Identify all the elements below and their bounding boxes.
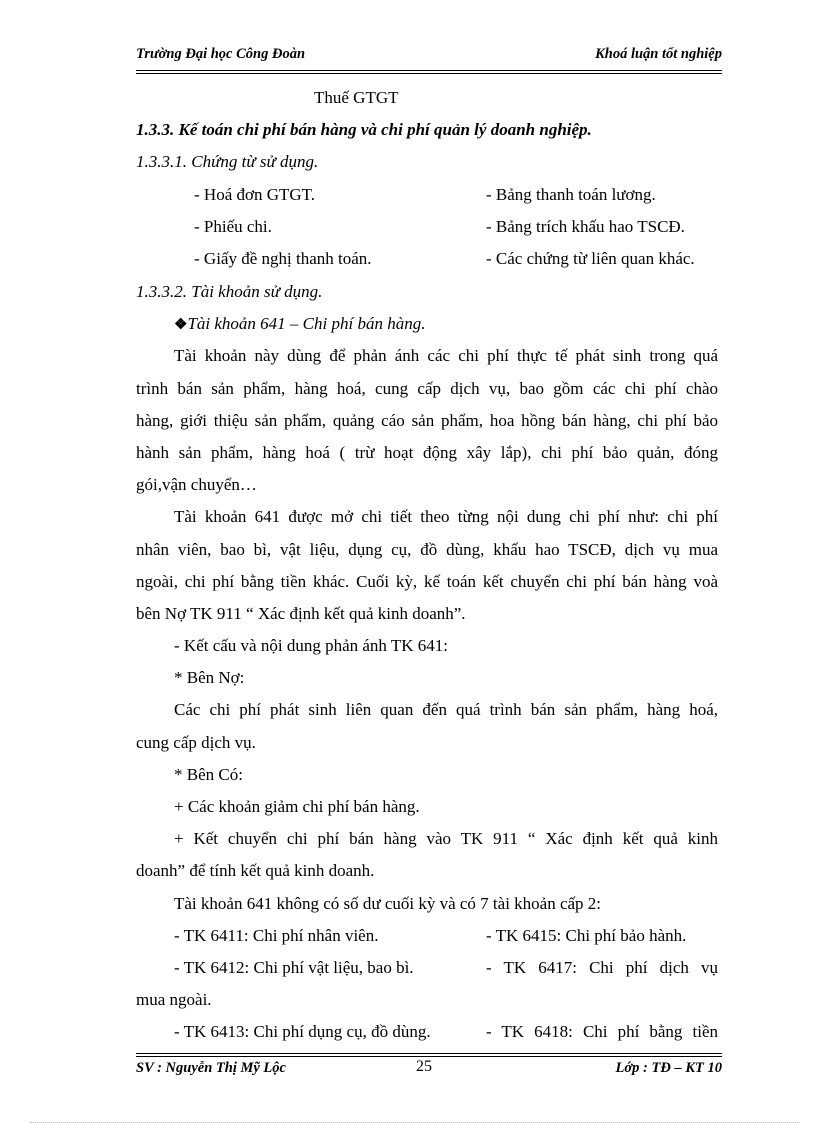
sub-account-item: - TK 6415: Chi phí bảo hành. xyxy=(486,926,687,945)
sub-account-item: - TK 6411: Chi phí nhân viên. xyxy=(174,926,379,945)
paragraph-line: gói,vận chuyển… xyxy=(136,475,257,494)
sub-account-item: - TK 6417: Chi phí dịch vụ xyxy=(486,958,718,977)
subsection-1-title: 1.3.3.1. Chứng từ sử dụng. xyxy=(136,152,319,171)
doc-item: - Hoá đơn GTGT. xyxy=(194,185,316,204)
vat-line: Thuế GTGT xyxy=(314,88,399,107)
page-footer xyxy=(136,1060,722,1084)
debit-label: * Bên Nợ: xyxy=(174,668,245,687)
section-title: 1.3.3. Kế toán chi phí bán hàng và chi phí quản lý doanh nghiệp. xyxy=(136,120,592,139)
paragraph-line: bên Nợ TK 911 “ Xác định kết quả kinh doanh”. xyxy=(136,604,466,623)
diamond-bullet-icon: ❖ xyxy=(174,317,188,333)
sub-account-item: - TK 6413: Chi phí dụng cụ, đồ dùng. xyxy=(174,1022,431,1041)
doc-item: - Các chứng từ liên quan khác. xyxy=(486,249,695,268)
sub-accounts-intro: Tài khoản 641 không có số dư cuối kỳ và có 7 tài khoản cấp 2: xyxy=(174,894,602,913)
doc-item: - Phiếu chi. xyxy=(194,217,272,236)
footer-rule-thin xyxy=(136,1053,722,1054)
page-number: 25 xyxy=(416,1058,432,1075)
header-rule-thin xyxy=(136,73,722,74)
account-title: Tài khoản 641 – Chi phí bán hàng. xyxy=(187,314,426,333)
footer-rule xyxy=(136,1056,722,1057)
paragraph-line: doanh” để tính kết quả kinh doanh. xyxy=(136,861,375,880)
paragraph-line: cung cấp dịch vụ. xyxy=(136,733,256,752)
paragraph-line: nhân viên, bao bì, vật liệu, dụng cụ, đồ dùng, khấu hao TSCĐ, dịch vụ mua xyxy=(136,540,718,559)
sub-account-item: - TK 6412: Chi phí vật liệu, bao bì. xyxy=(174,958,414,977)
doc-item: - Bảng trích khấu hao TSCĐ. xyxy=(486,217,685,236)
paragraph-line: Tài khoản này dùng để phản ánh các chi phí thực tế phát sinh trong quá xyxy=(174,346,718,365)
doc-item: - Giấy đề nghị thanh toán. xyxy=(194,249,372,268)
footer-class: Lớp : TĐ – KT 10 xyxy=(615,1060,722,1076)
credit-item: + Các khoản giảm chi phí bán hàng. xyxy=(174,797,420,816)
header-school: Trường Đại học Công Đoàn xyxy=(136,46,306,62)
page-header xyxy=(136,46,722,70)
paragraph-line: hàng, giới thiệu sản phẩm, quảng cáo sản phẩm, hoa hồng bán hàng, chi phí bảo xyxy=(136,411,718,430)
structure-line: - Kết cấu và nội dung phản ánh TK 641: xyxy=(174,636,448,655)
sub-account-continuation: mua ngoài. xyxy=(136,990,212,1009)
doc-item: - Bảng thanh toán lương. xyxy=(486,185,656,204)
paragraph-line: Tài khoản 641 được mở chi tiết theo từng nội dung chi phí như: chi phí xyxy=(174,507,718,526)
paragraph-line: hành sản phẩm, hàng hoá ( trừ hoạt động xây lắp), chi phí bảo quản, đóng xyxy=(136,443,718,462)
paragraph-line: ngoài, chi phí bằng tiền khác. Cuối kỳ, kế toán kết chuyển chi phí bán hàng voà xyxy=(136,572,718,591)
account-heading xyxy=(174,312,425,336)
paragraph-line: trình bán sản phẩm, hàng hoá, cung cấp dịch vụ, bao gồm các chi phí chào xyxy=(136,379,718,398)
paragraph-line: Các chi phí phát sinh liên quan đến quá trình bán sản phẩm, hàng hoá, xyxy=(174,700,718,719)
sub-account-item: - TK 6418: Chi phí bằng tiền xyxy=(486,1022,718,1041)
credit-label: * Bên Có: xyxy=(174,765,243,784)
subsection-2-title: 1.3.3.2. Tài khoản sử dụng. xyxy=(136,282,323,301)
header-thesis-type: Khoá luận tốt nghiệp xyxy=(595,46,722,62)
paragraph-line: + Kết chuyển chi phí bán hàng vào TK 911 “ Xác định kết quả kinh xyxy=(174,829,718,848)
header-rule xyxy=(136,70,722,71)
footer-student: SV : Nguyễn Thị Mỹ Lộc xyxy=(136,1060,286,1076)
